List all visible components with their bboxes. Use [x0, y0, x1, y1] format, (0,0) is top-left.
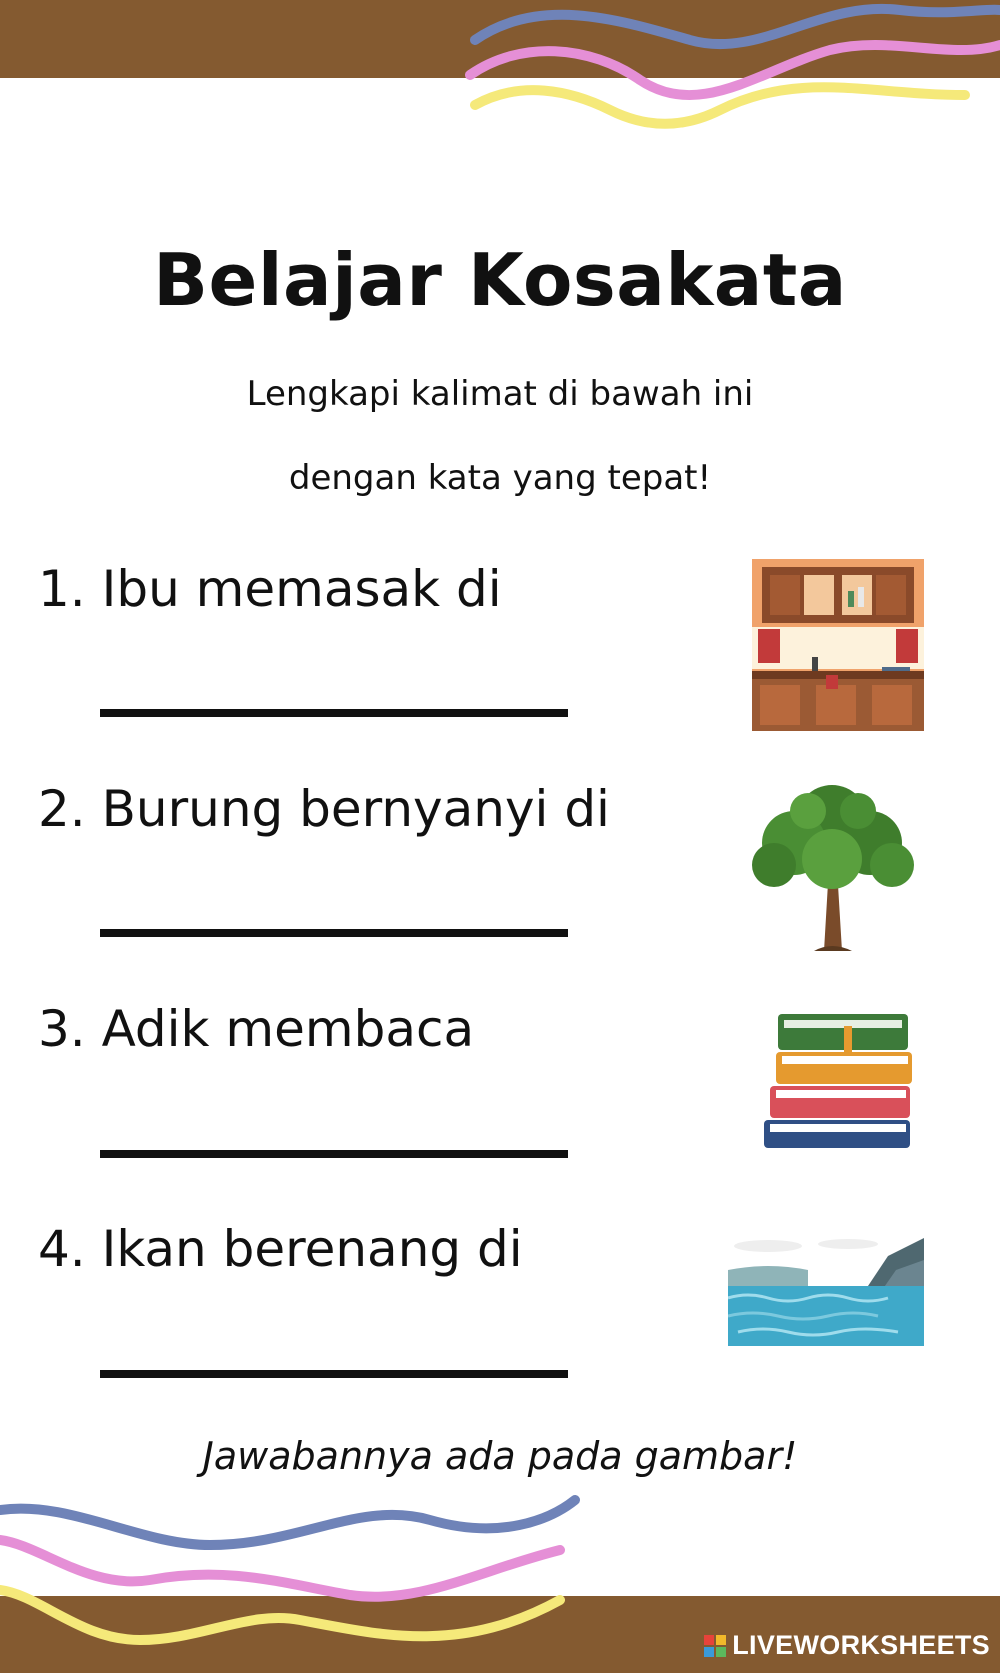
liveworksheets-logo-icon	[704, 1635, 726, 1657]
worksheet-title: Belajar Kosakata	[153, 238, 847, 322]
tree-image	[744, 773, 920, 951]
brand-name: LIVEWORKSHEETS	[732, 1630, 990, 1660]
books-image	[760, 1008, 916, 1154]
instruction-line-2: dengan kata yang tepat!	[288, 458, 712, 498]
liveworksheets-brand	[704, 1630, 990, 1661]
sea-image	[728, 1236, 924, 1346]
kitchen-image	[752, 559, 924, 731]
answer-line-4[interactable]	[100, 1370, 568, 1378]
question-1-text: 1. Ibu memasak di	[38, 560, 502, 618]
question-2-text: 2. Burung bernyanyi di	[38, 780, 610, 838]
footer-hint: Jawabannya ada pada gambar!	[202, 1434, 798, 1478]
question-4-text: 4. Ikan berenang di	[38, 1220, 523, 1278]
question-3-text: 3. Adik membaca	[38, 1000, 475, 1058]
instruction-line-1: Lengkapi kalimat di bawah ini	[246, 374, 754, 414]
top-brown-band	[0, 0, 1000, 78]
answer-line-3[interactable]	[100, 1150, 568, 1158]
answer-line-2[interactable]	[100, 929, 568, 937]
answer-line-1[interactable]	[100, 709, 568, 717]
